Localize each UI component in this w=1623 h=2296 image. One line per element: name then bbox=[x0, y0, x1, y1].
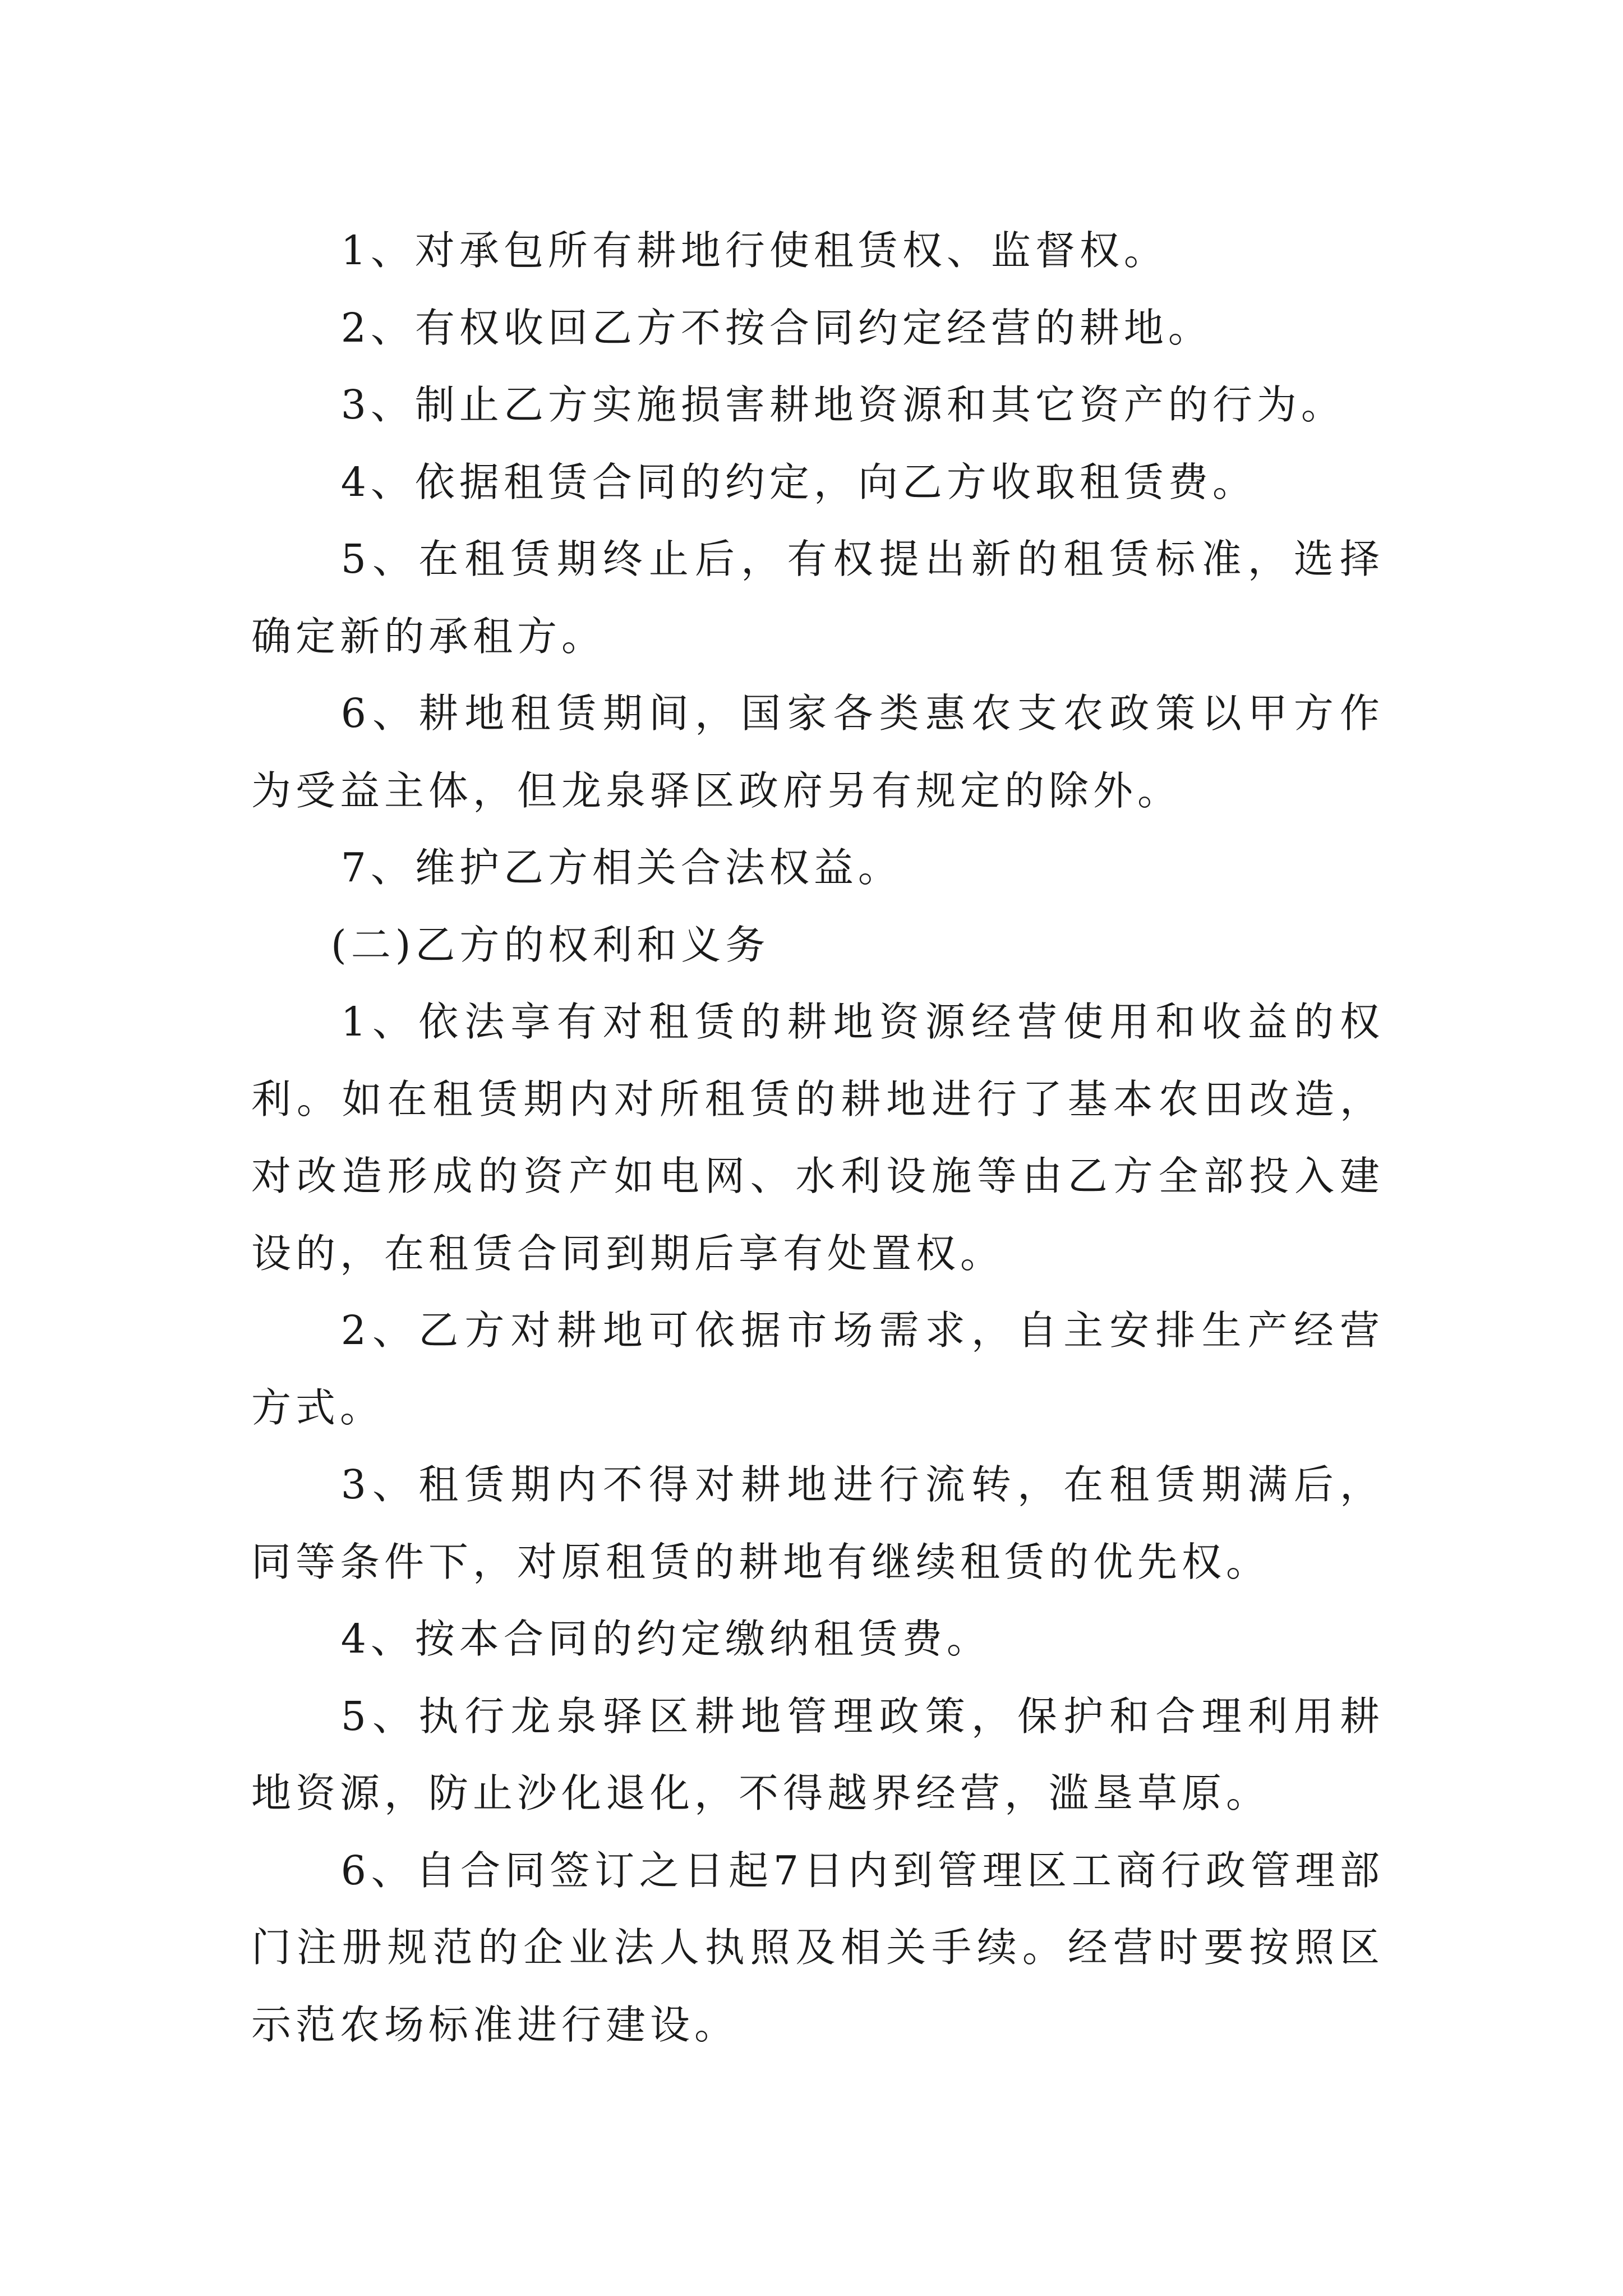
paragraph-party-b-right-6: 6、自合同签订之日起7日内到管理区工商行政管理部门注册规范的企业法人执照及相关手续。经营时要按照区示范农场标准进行建设。 bbox=[251, 1847, 1384, 2048]
paragraph-party-a-right-5: 5、在租赁期终止后，有权提出新的租赁标准，选择确定新的承租方。 bbox=[251, 536, 1384, 660]
paragraph-party-a-right-6: 6、耕地租赁期间，国家各类惠农支农政策以甲方作为受益主体，但龙泉驿区政府另有规定的除外。 bbox=[251, 690, 1384, 814]
paragraph-party-b-right-3: 3、租赁期内不得对耕地进行流转，在租赁期满后，同等条件下，对原租赁的耕地有继续租赁的优先权。 bbox=[251, 1461, 1384, 1585]
document-body bbox=[251, 212, 1384, 2063]
paragraph-party-b-right-5: 5、执行龙泉驿区耕地管理政策，保护和合理利用耕地资源，防止沙化退化，不得越界经营，滥垦草原。 bbox=[251, 1692, 1384, 1816]
paragraph-party-a-right-1: 1、对承包所有耕地行使租赁权、监督权。 bbox=[340, 227, 1168, 274]
paragraph-party-a-right-2: 2、有权收回乙方不按合同约定经营的耕地。 bbox=[340, 304, 1212, 351]
paragraph-party-b-right-4: 4、按本合同的约定缴纳租赁费。 bbox=[340, 1616, 991, 1662]
paragraph-party-a-right-3: 3、制止乙方实施损害耕地资源和其它资产的行为。 bbox=[340, 381, 1345, 428]
paragraph-party-b-right-2: 2、乙方对耕地可依据市场需求，自主安排生产经营方式。 bbox=[251, 1307, 1384, 1431]
paragraph-party-a-right-4: 4、依据租赁合同的约定，向乙方收取租赁费。 bbox=[340, 458, 1257, 505]
paragraph-party-a-right-7: 7、维护乙方相关合法权益。 bbox=[340, 844, 902, 891]
section-heading-party-b: (二)乙方的权利和义务 bbox=[331, 921, 770, 968]
paragraph-party-b-right-1: 1、依法享有对租赁的耕地资源经营使用和收益的权利。如在租赁期内对所租赁的耕地进行了基本农田改造，对改造形成的资产如电网、水利设施等由乙方全部投入建设的，在租赁合同到期后享有处置权。 bbox=[251, 999, 1384, 1277]
